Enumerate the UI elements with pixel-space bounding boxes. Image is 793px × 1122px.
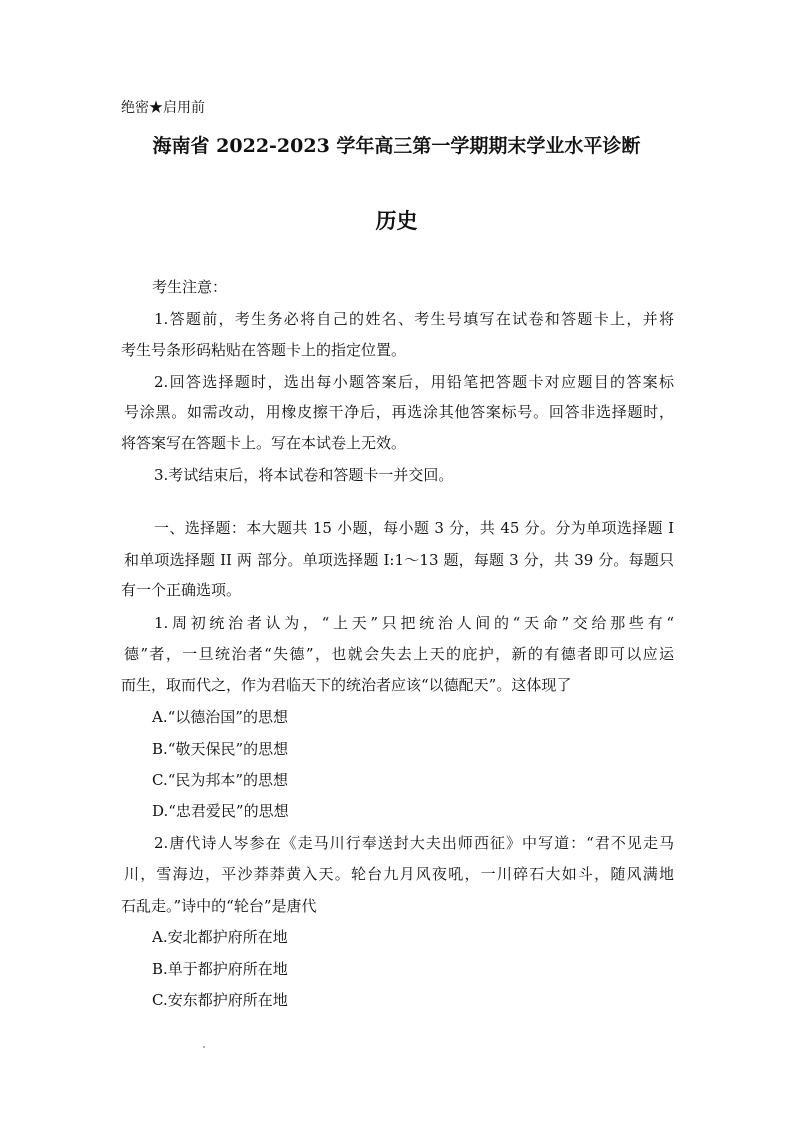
question-2-line-2: 川，雪海边，平沙莽莽黄入天。轮台九月风夜吼，一川碎石大如斗，随风满地 bbox=[124, 865, 674, 883]
notice-item-2-line-2: 号涂黑。如需改动，用橡皮擦干净后，再选涂其他答案标号。回答非选择题时， bbox=[124, 403, 674, 421]
page-speck bbox=[203, 1046, 205, 1048]
section-1-line-1: 一、选择题：本大题共 15 小题，每小题 3 分，共 45 分。分为单项选择题 I bbox=[154, 519, 674, 537]
question-1-option-d: D.“忠君爱民”的思想 bbox=[152, 802, 289, 820]
notice-item-2-line-1: 2.回答选择题时，选出每小题答案后，用铅笔把答题卡对应题目的答案标 bbox=[154, 373, 674, 391]
question-2-option-b: B.单于都护府所在地 bbox=[152, 960, 288, 978]
section-1-line-3: 有一个正确选项。 bbox=[121, 581, 242, 599]
question-1-line-3: 而生，取而代之，作为君临天下的统治者应该“以德配天”。这体现了 bbox=[121, 676, 572, 694]
section-1-line-2: 和单项选择题 II 两 部分。单项选择题 I:1～13 题，每题 3 分，共 39 分。每题只 bbox=[124, 551, 674, 569]
notice-item-1-line-2: 考生号条形码粘贴在答题卡上的指定位置。 bbox=[121, 341, 407, 359]
notice-heading: 考生注意： bbox=[152, 278, 228, 296]
notice-item-1-line-1: 1.答题前，考生务必将自己的姓名、考生号填写在试卷和答题卡上，并将 bbox=[154, 310, 674, 328]
question-1-option-c: C.“民为邦本”的思想 bbox=[152, 771, 289, 789]
subject-title: 历史 bbox=[375, 208, 418, 233]
question-2-option-c: C.安东都护府所在地 bbox=[152, 991, 288, 1009]
notice-item-2-line-3: 将答案写在答题卡上。写在本试卷上无效。 bbox=[121, 434, 407, 452]
question-2-line-3: 石乱走。”诗中的“轮台”是唐代 bbox=[121, 897, 317, 915]
question-1-line-2: 德”者，一旦统治者“失德”，也就会失去上天的庇护，新的有德者即可以应运 bbox=[124, 645, 674, 663]
confidential-label: 绝密★启用前 bbox=[121, 100, 205, 116]
exam-title: 海南省 2022-2023 学年高三第一学期期末学业水平诊断 bbox=[152, 135, 641, 157]
question-1-line-1: 1.周初统治者认为，“上天”只把统治人间的“天命”交给那些有“ bbox=[154, 614, 674, 632]
question-2-option-a: A.安北都护府所在地 bbox=[152, 928, 288, 946]
question-1-option-a: A.“以德治国”的思想 bbox=[152, 708, 288, 726]
question-2-line-1: 2.唐代诗人岑参在《走马川行奉送封大夫出师西征》中写道：“君不见走马 bbox=[154, 834, 674, 852]
question-1-option-b: B.“敬天保民”的思想 bbox=[152, 740, 289, 758]
notice-item-3: 3.考试结束后，将本试卷和答题卡一并交回。 bbox=[154, 466, 454, 484]
